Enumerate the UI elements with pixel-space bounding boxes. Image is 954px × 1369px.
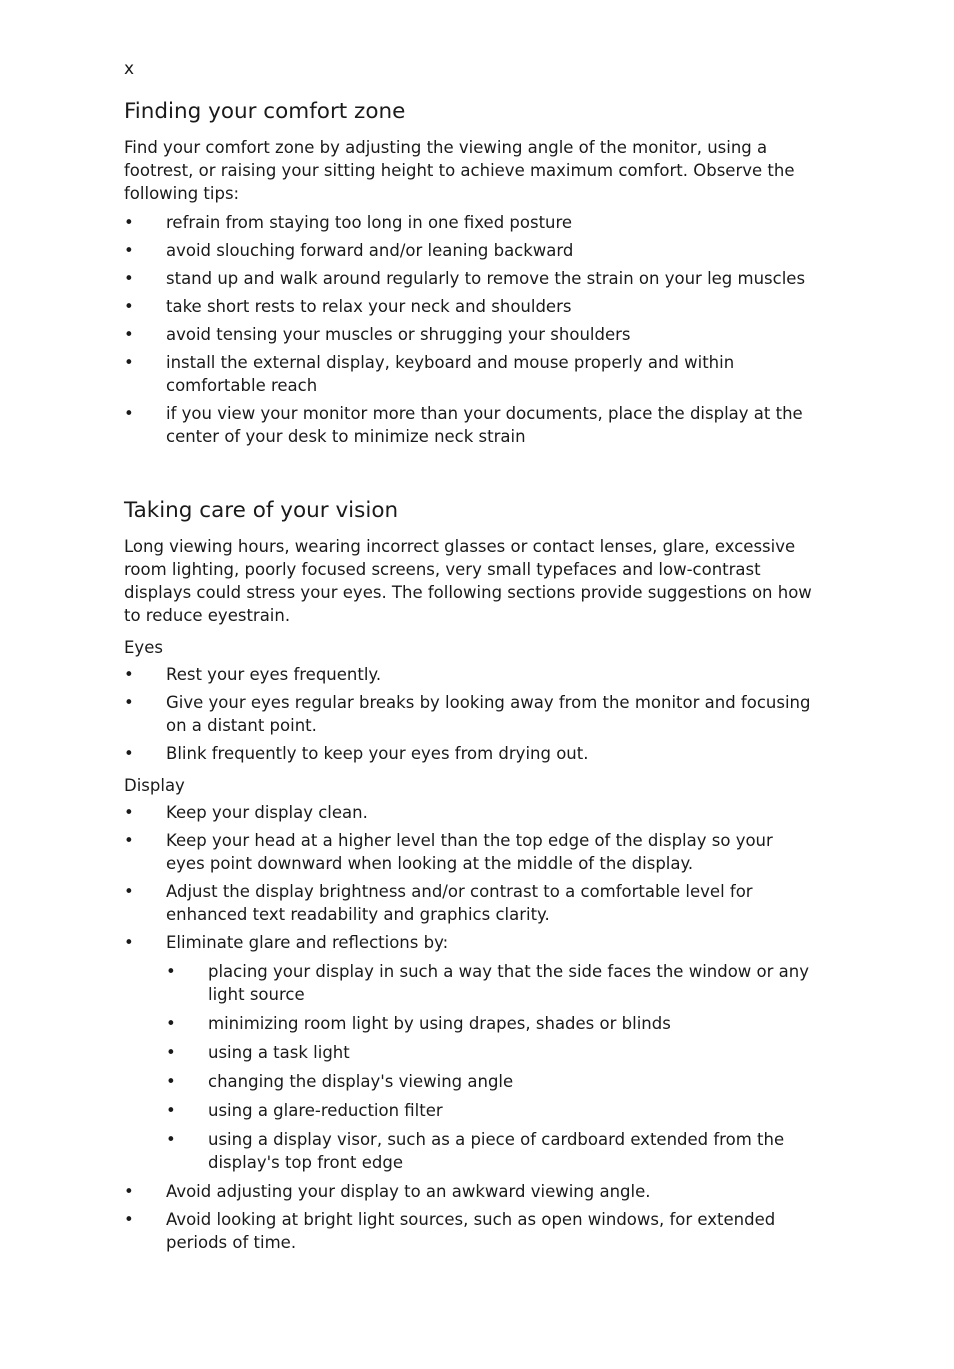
bullet-icon: • <box>124 933 134 952</box>
bullet-icon: • <box>124 831 134 850</box>
section-heading-comfort-zone: Finding your comfort zone <box>124 99 406 124</box>
bullet-icon: • <box>124 693 134 712</box>
list-item: • avoid tensing your muscles or shrugging your shoulders <box>124 325 631 344</box>
list-item: • Eliminate glare and reflections by: • placing your display in such a way that the side faces the window or any light source • minimizing room light by using drapes, shades or blinds • using a task light • changing the display's viewing angle • using a glare-reduction filter • using a display visor, such as a piece of cardboard extended from the display's top front edge <box>124 931 814 1174</box>
glare-tips-list <box>166 960 814 1174</box>
bullet-icon: • <box>166 1130 176 1149</box>
bullet-icon: • <box>124 1210 134 1229</box>
bullet-icon: • <box>124 665 134 684</box>
bullet-icon: • <box>124 325 134 344</box>
list-item: • stand up and walk around regularly to remove the strain on your leg muscles <box>124 269 806 288</box>
list-item: • Avoid adjusting your display to an awkward viewing angle. <box>124 1182 651 1201</box>
list-item: • Rest your eyes frequently. <box>124 665 382 684</box>
list-item: • Adjust the display brightness and/or contrast to a comfortable level for enhanced text readability and graphics clarity. <box>124 882 753 924</box>
display-label: Display <box>124 776 185 795</box>
list-item: • Give your eyes regular breaks by looking away from the monitor and focusing on a distant point. <box>124 693 811 735</box>
page-number: x <box>124 59 135 79</box>
list-item: • if you view your monitor more than your documents, place the display at the center of your desk to minimize neck strain <box>124 404 803 446</box>
display-tips-list <box>124 801 814 1259</box>
vision-intro: Long viewing hours, wearing incorrect glasses or contact lenses, glare, excessive room lighting, poorly focused screens, very small typefaces and low-contrast displays could stress your eyes. The following sections provide suggestions on how to reduce eyestrain. <box>124 537 812 625</box>
list-item: • Keep your head at a higher level than the top edge of the display so your eyes point downward when looking at the middle of the display. <box>124 831 773 873</box>
bullet-icon: • <box>124 744 134 763</box>
bullet-icon: • <box>124 882 134 901</box>
list-item: • changing the display's viewing angle <box>166 1072 514 1091</box>
section-heading-vision: Taking care of your vision <box>124 498 399 523</box>
list-item: • refrain from staying too long in one fixed posture <box>124 213 573 232</box>
bullet-icon: • <box>124 241 134 260</box>
bullet-icon: • <box>166 1014 176 1033</box>
bullet-icon: • <box>166 1101 176 1120</box>
bullet-icon: • <box>124 404 134 423</box>
comfort-zone-intro: Find your comfort zone by adjusting the viewing angle of the monitor, using a footrest, or raising your sitting height to achieve maximum comfort. Observe the following tips: <box>124 138 795 203</box>
bullet-icon: • <box>166 1043 176 1062</box>
list-item: • take short rests to relax your neck and shoulders <box>124 297 572 316</box>
bullet-icon: • <box>124 213 134 232</box>
bullet-icon: • <box>166 1072 176 1091</box>
list-item: • Avoid looking at bright light sources, such as open windows, for extended periods of time. <box>124 1210 776 1252</box>
bullet-icon: • <box>166 962 176 981</box>
list-item: • using a glare-reduction filter <box>166 1101 443 1120</box>
bullet-icon: • <box>124 1182 134 1201</box>
list-item: • placing your display in such a way that the side faces the window or any light source <box>166 962 810 1004</box>
bullet-icon: • <box>124 803 134 822</box>
bullet-icon: • <box>124 269 134 288</box>
list-item: • using a display visor, such as a piece of cardboard extended from the display's top front edge <box>166 1130 785 1172</box>
eyes-tips-list <box>124 663 814 770</box>
comfort-tips-list <box>124 211 814 453</box>
eyes-label: Eyes <box>124 638 163 657</box>
list-item: • install the external display, keyboard and mouse properly and within comfortable reach <box>124 353 735 395</box>
list-item: • avoid slouching forward and/or leaning backward <box>124 241 574 260</box>
list-item: • Keep your display clean. <box>124 803 368 822</box>
bullet-icon: • <box>124 297 134 316</box>
list-item: • using a task light <box>166 1043 350 1062</box>
list-item: • minimizing room light by using drapes, shades or blinds <box>166 1014 671 1033</box>
list-item: • Blink frequently to keep your eyes from drying out. <box>124 744 589 763</box>
bullet-icon: • <box>124 353 134 372</box>
